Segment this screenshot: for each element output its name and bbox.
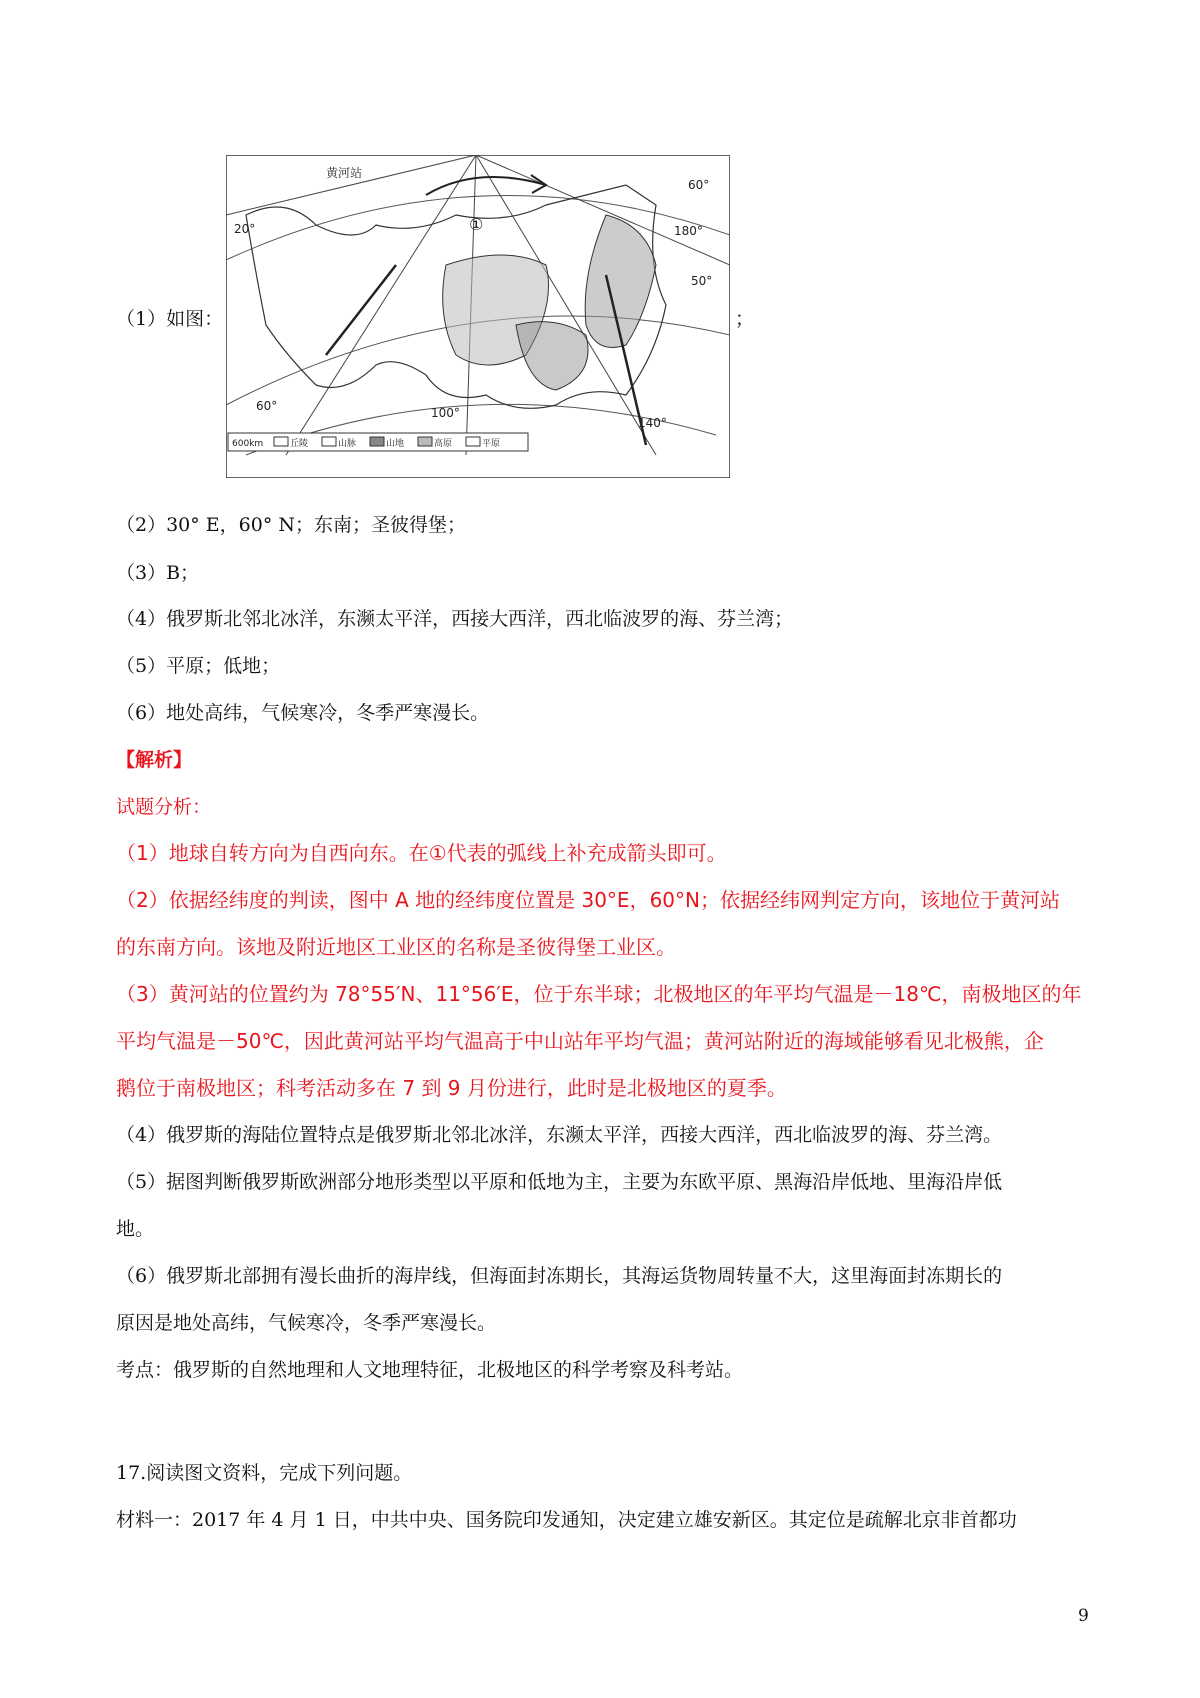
analysis-p5-line2: 地。 <box>116 1218 155 1240</box>
analysis-p2-line2: 的东南方向。该地及附近地区工业区的名称是圣彼得堡工业区。 <box>116 935 676 959</box>
analysis-intro: 试题分析： <box>116 796 212 818</box>
russia-map-figure <box>226 155 730 478</box>
question-17-material-1: 材料一：2017 年 4 月 1 日，中共中央、国务院印发通知，决定建立雄安新区。其定位是疏解北京非首都功 <box>116 1509 1017 1531</box>
analysis-heading: 【解析】 <box>116 749 193 771</box>
answer-3: （3）B； <box>116 562 200 584</box>
legend-plateau: 高原 <box>434 439 453 449</box>
legend-ranges: 山脉 <box>338 439 357 449</box>
answer-1-prefix: （1）如图： <box>116 308 224 330</box>
analysis-p3-line1: （3）黄河站的位置约为 78°55′N、11°56′E，位于东半球；北极地区的年平均气温是－18℃，南极地区的年 <box>116 982 1082 1006</box>
circle-marker: ① <box>469 215 484 234</box>
russia-map <box>226 155 730 478</box>
analysis-p1: （1）地球自转方向为自西向东。在①代表的弧线上补充成箭头即可。 <box>116 841 727 865</box>
analysis-p6-line1: （6）俄罗斯北部拥有漫长曲折的海岸线，但海面封冻期长，其海运货物周转量不大，这里海面封冻期长的 <box>116 1265 1003 1287</box>
lat-label-50: 50° <box>691 274 713 288</box>
analysis-p5-line1: （5）据图判断俄罗斯欧洲部分地形类型以平原和低地为主，主要为东欧平原、黑海沿岸低地、里海沿岸低 <box>116 1171 1003 1193</box>
answer-2: （2）30° E，60° N；东南；圣彼得堡； <box>116 514 467 536</box>
kaodian: 考点：俄罗斯的自然地理和人文地理特征，北极地区的科学考察及科考站。 <box>116 1359 744 1381</box>
legend-mountains: 山地 <box>386 439 405 449</box>
answer-1-suffix: ； <box>735 308 755 330</box>
lon-label-20: 20° <box>234 222 256 236</box>
lon-label-140: 140° <box>638 416 667 430</box>
lon-label-180: 180° <box>674 224 703 238</box>
analysis-p4: （4）俄罗斯的海陆位置特点是俄罗斯北邻北冰洋，东濒太平洋，西接大西洋，西北临波罗的海、芬兰湾。 <box>116 1124 1003 1146</box>
answer-4: （4）俄罗斯北邻北冰洋，东濒太平洋，西接大西洋，西北临波罗的海、芬兰湾； <box>116 608 794 630</box>
analysis-p3-line3: 鹅位于南极地区；科考活动多在 7 到 9 月份进行，此时是北极地区的夏季。 <box>116 1076 787 1100</box>
analysis-p2-line1: （2）依据经纬度的判读，图中 A 地的经纬度位置是 30°E，60°N；依据经纬网判定方向，该地位于黄河站 <box>116 888 1060 912</box>
answer-6: （6）地处高纬，气候寒冷，冬季严寒漫长。 <box>116 702 490 724</box>
analysis-p6-line2: 原因是地处高纬，气候寒冷，冬季严寒漫长。 <box>116 1312 497 1334</box>
lat-label-60: 60° <box>688 178 710 192</box>
legend-plain: 平原 <box>482 439 501 449</box>
question-17-title: 17.阅读图文资料，完成下列问题。 <box>116 1462 413 1484</box>
station-label: 黄河站 <box>326 166 363 180</box>
answer-5: （5）平原；低地； <box>116 655 281 677</box>
lon-label-100: 100° <box>431 406 460 420</box>
lon-label-60: 60° <box>256 399 278 413</box>
page-number: 9 <box>1078 1606 1089 1626</box>
legend-hills: 丘陵 <box>290 439 309 449</box>
map-scale: 600km <box>232 439 264 449</box>
analysis-p3-line2: 平均气温是－50℃，因此黄河站平均气温高于中山站年平均气温；黄河站附近的海域能够看见北极熊，企 <box>116 1029 1044 1053</box>
